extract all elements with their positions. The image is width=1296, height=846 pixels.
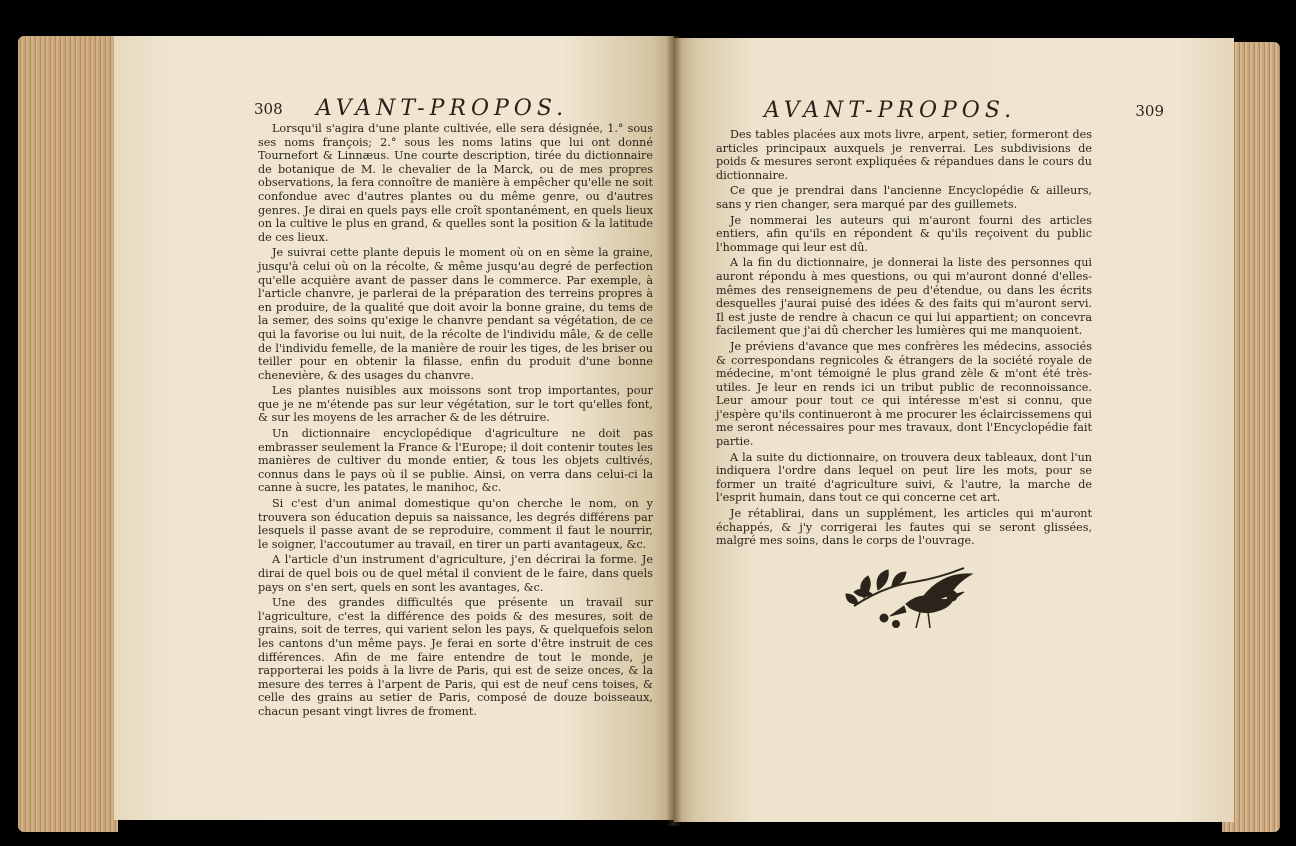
paragraph: Ce que je prendrai dans l'ancienne Encyclopédie & ailleurs, sans y rien changer, sera marqué par des guillemets.: [716, 184, 1092, 211]
paragraph: A la suite du dictionnaire, on trouvera deux tableaux, dont l'un indiquera l'ordre dans lequel on peut lire les mots, pour se former un traité d'agriculture suivi, & l'autre, la marche de l'esprit humain, dans tout ce qui concerne cet art.: [716, 450, 1092, 505]
bird-and-branch-vignette-icon: [844, 546, 984, 638]
open-book: [18, 36, 1280, 832]
paragraph: Un dictionnaire encyclopédique d'agriculture ne doit pas embrasser seulement la France & l'Europe; il doit contenir toutes les manières de cultiver du monde entier, & tous les objets cultivés, connus dans le pays où il se publie. Ainsi, on verra dans celui-ci la canne à sucre, les patates, le manihoc, &c.: [258, 427, 653, 495]
right-page: [674, 38, 1234, 822]
left-page-edges: [18, 36, 118, 832]
paragraph: Les plantes nuisibles aux moissons sont trop importantes, pour que je ne m'étende pas sur leur végétation, sur le tort qu'elles font, & sur les moyens de les arracher & de les détruire.: [258, 384, 653, 425]
left-page-text: [258, 122, 653, 719]
paragraph: Une des grandes difficultés que présente un travail sur l'agriculture, c'est la différence des poids & des mesures, soit de grains, soit de terres, qui varient selon les pays, & quelquefois selon les cantons d'un même pays. Je ferai en sorte d'être instruit de ces différences. Afin de me faire entendre de tout le monde, je rapporterai les poids à la livre de Paris, qui est de seize onces, & la mesure des terres à l'arpent de Paris, qui est de neuf cens toises, & celle des grains au setier de Paris, composé de douze boisseaux, chacun pesant vingt livres de froment.: [258, 596, 653, 718]
left-page: [114, 36, 674, 820]
left-running-title: AVANT-PROPOS.: [316, 96, 569, 121]
paragraph: Lorsqu'il s'agira d'une plante cultivée, elle sera désignée, 1.° sous ses noms françois; 2.° sous les noms latins que lui ont donné Tournefort & Linnæus. Une courte description, tirée du dictionnaire de botanique de M. le chevalier de la Marck, ou de mes propres observations, la fera connoître de manière à empêcher qu'elle ne soit confondue avec d'autres plantes ou du même genre, ou d'autres genres. Je dirai en quels pays elle croît spontanément, en quels lieux on la cultive le plus en grand, & quelles sont la position & la latitude de ces lieux.: [258, 122, 653, 244]
paragraph: Je nommerai les auteurs qui m'auront fourni des articles entiers, afin qu'ils en répondent & qu'ils reçoivent du public l'hommage qui leur est dû.: [716, 213, 1092, 254]
left-page-number: 308: [254, 100, 283, 118]
paragraph: Je suivrai cette plante depuis le moment où on en sème la graine, jusqu'à celui où on la récolte, & même jusqu'au degré de perfection qu'elle acquière avant de passer dans le commerce. Par exemple, à l'article chanvre, je parlerai de la préparation des terreins propres à en produire, de la qualité que doit avoir la bonne graine, du tems de la semer, des soins qu'exige le chanvre pendant sa végétation, de ce qui la favorise ou lui nuit, de la récolte de l'individu mâle, & de celle de l'individu femelle, de la manière de rouir les tiges, de les briser ou teiller pour en obtenir la filasse, enfin du produit d'une bonne chenevière, & des usages du chanvre.: [258, 246, 654, 382]
paragraph: Des tables placées aux mots livre, arpent, setier, formeront des articles principaux auxquels je renverrai. Les subdivisions de poids & mesures seront expliquées & répandues dans le cours du dictionnaire.: [716, 128, 1092, 182]
paragraph: A la fin du dictionnaire, je donnerai la liste des personnes qui auront répondu à mes questions, ou qui m'auront donné d'elles-mêmes des renseignemens de peu d'étendue, ou dans les écrits desquelles j'aurai puisé des idées & des faits qui m'auront servi. Il est juste de rendre à chacun ce qui lui appartient; on concevra facilement que j'ai dû chercher les lumières qui me manquoient.: [716, 256, 1092, 338]
paragraph: Si c'est d'un animal domestique qu'on cherche le nom, on y trouvera son éducation depuis sa naissance, les degrés différens par lesquels il passe avant de se reproduire, comment il faut le nourrir, le soigner, l'accoutumer au travail, en tirer un parti avantageux, &c.: [258, 497, 653, 551]
right-page-text: [716, 128, 1092, 548]
paragraph: A l'article d'un instrument d'agriculture, j'en décrirai la forme. Je dirai de quel bois ou de quel métal il convient de le faire, dans quels pays on s'en sert, quels en sont les avantages, &c.: [258, 553, 653, 594]
paragraph: Je préviens d'avance que mes confrères les médecins, associés & correspondans regnicoles & étrangers de la société royale de médecine, m'ont témoigné le plus grand zèle & m'ont été très-utiles. Je leur en rends ici un tribut public de reconnoissance. Leur amour pour tout ce qui intéresse m'est si connu, que j'espère qu'ils continueront à me procurer les éclaircissemens qui me seront nécessaires pour mes travaux, dont l'Encyclopédie fait partie.: [716, 339, 1092, 449]
paragraph: Je rétablirai, dans un supplément, les articles qui m'auront échappés, & j'y corrigerai les fautes qui se seront glissées, malgré mes soins, dans le corps de l'ouvrage.: [716, 507, 1092, 548]
right-running-head: [724, 98, 1164, 122]
right-page-number: 309: [1135, 102, 1164, 120]
book-gutter: [666, 36, 682, 826]
right-running-title: AVANT-PROPOS.: [764, 98, 1017, 123]
left-running-head: [254, 96, 674, 120]
